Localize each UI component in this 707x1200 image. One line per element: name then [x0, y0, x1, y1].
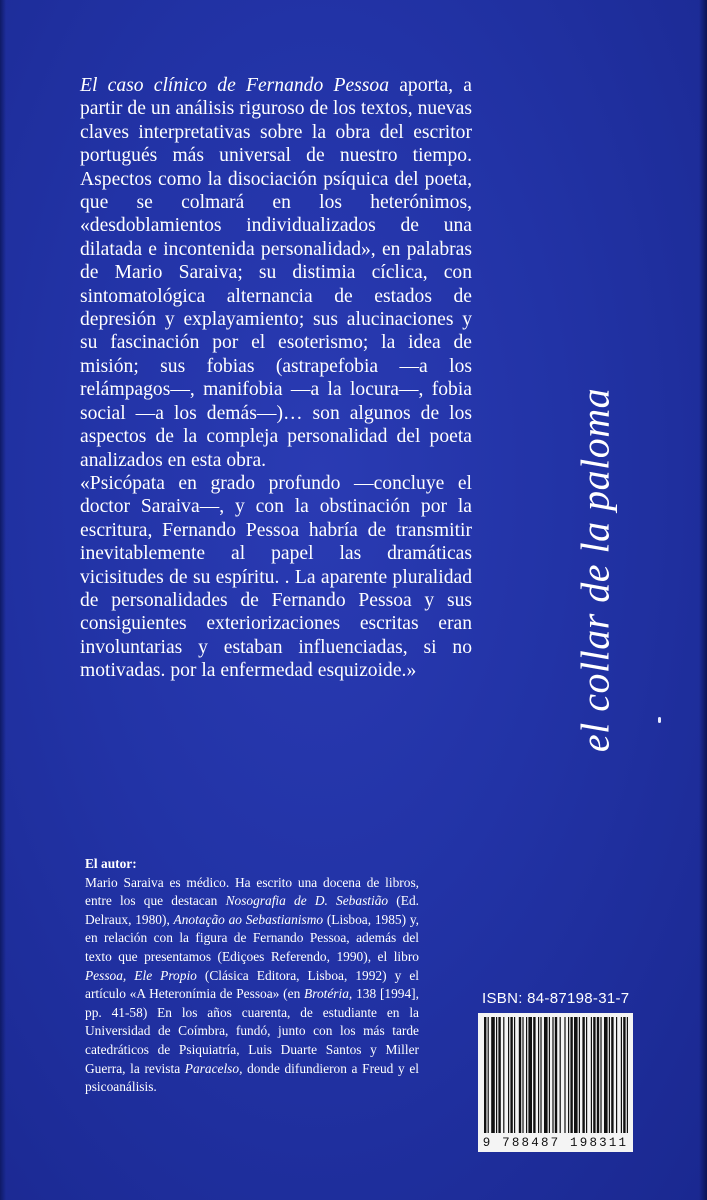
author-journal-title: Paracelso, — [184, 1060, 243, 1076]
barcode-bar — [623, 1017, 625, 1133]
collection-name: el collar de la paloma — [572, 387, 618, 753]
barcode-bar — [549, 1017, 550, 1133]
barcode-bar — [582, 1017, 584, 1133]
barcode-bar — [519, 1017, 521, 1133]
author-journal-title: Brotéria, — [304, 986, 353, 1002]
barcode-bar — [528, 1017, 532, 1133]
barcode-bar — [498, 1017, 500, 1133]
book-blurb — [80, 74, 472, 683]
author-book-title: Anotação ao Sebastianismo — [173, 911, 324, 927]
barcode — [478, 1013, 633, 1135]
author-text-segment: 138 [1994], pp. 41-58) En los años cuarenta, de estudiante en la Universidad de Coímbra, fundó, junto con los más tarde catedráticos de Psiquiatría, Luis Duarte Santos y Miller Guerra, la revista — [85, 986, 419, 1076]
barcode-bar — [604, 1017, 608, 1133]
barcode-bar — [510, 1017, 512, 1133]
barcode-bar — [564, 1017, 565, 1133]
barcode-bar — [616, 1017, 617, 1133]
barcode-bar — [627, 1017, 628, 1133]
barcode-bars — [478, 1013, 633, 1135]
blurb-book-title: El caso clínico de Fernando Pessoa — [80, 75, 390, 96]
barcode-bar — [488, 1017, 489, 1133]
cover-edge-right — [699, 0, 707, 1200]
barcode-bar — [533, 1017, 535, 1133]
author-bio-text — [85, 874, 419, 1097]
author-text-segment: (Clásica Editora, Lisboa, 1992) y el artículo «A Heteronímia de Pessoa» (en — [85, 967, 419, 1002]
barcode-bar — [586, 1017, 587, 1133]
author-text-segment: donde difundieron a Freud y el psicoanálisis. — [85, 1060, 420, 1095]
cover-edge-left — [0, 0, 6, 1200]
barcode-bar — [579, 1017, 580, 1133]
barcode-bar — [593, 1017, 595, 1133]
collection-name-vertical — [565, 230, 625, 910]
barcode-bar — [591, 1017, 592, 1133]
author-text-segment: (Lisboa, 1985) y, en relación con la figura de Fernando Pessoa, además del texto que presentamos (Ediçoes Referendo, 1990), el libro — [85, 911, 419, 964]
author-bio — [85, 855, 419, 1097]
cover-speck — [658, 717, 661, 723]
barcode-bar — [544, 1017, 548, 1133]
isbn-label: ISBN: 84-87198-31-7 — [482, 990, 630, 1007]
author-book-title: Nosografia de D. Sebastião — [225, 893, 389, 909]
author-text-segment: (Ed. Delraux, 1980), — [85, 893, 419, 927]
barcode-bar — [574, 1017, 578, 1133]
barcode-bar — [611, 1017, 613, 1133]
barcode-bar — [508, 1017, 509, 1133]
barcode-bar — [514, 1017, 515, 1133]
barcode-bar — [555, 1017, 557, 1133]
barcode-bar — [540, 1017, 541, 1133]
author-heading: El autor: — [85, 856, 137, 871]
blurb-paragraph-2: «Psicópata en grado profundo —concluye el doctor Saraiva—, y con la obstinación por la escritura, Fernando Pessoa habría de transmitir inevitablemente al papel las dramáticas vicisitudes de su espíritu. . La aparente pluralidad de personalidades de Fernando Pessoa y sus consiguientes exteriorizaciones escritas eran involuntarias y estaban influenciadas, si no motivadas. por la enfermedad esquizoide.» — [80, 472, 472, 682]
barcode-bar — [503, 1017, 504, 1133]
barcode-bar — [568, 1017, 569, 1133]
barcode-bar — [552, 1017, 553, 1133]
barcode-bar — [538, 1017, 539, 1133]
barcode-bar — [609, 1017, 610, 1133]
barcode-bar — [570, 1017, 572, 1133]
author-text-segment: Mario Saraiva es médico. Ha escrito una docena de libros, entre los que destacan — [85, 874, 419, 909]
barcode-bar — [621, 1017, 622, 1133]
barcode-digits: 9 788487 198311 — [478, 1134, 633, 1152]
barcode-bar — [560, 1017, 561, 1133]
barcode-bar — [522, 1017, 523, 1133]
barcode-bar — [484, 1017, 486, 1133]
author-book-title: Pessoa, Ele Propio — [85, 967, 197, 983]
barcode-bar — [600, 1017, 601, 1133]
barcode-bar — [597, 1017, 599, 1133]
barcode-bar — [491, 1017, 495, 1133]
barcode-bar — [496, 1017, 497, 1133]
blurb-paragraph-1-text: aporta, a partir de un análisis riguroso de los textos, nuevas claves interpretativas sobre la obra del escritor portugués más universal de nuestro tiempo. Aspectos como la disociación psíquica del poeta, que se colmará en los heterónimos, «desdoblamientos individualizados de una dilatada e incontenida personalidad», en palabras de Mario Saraiva; su distimia cíclica, con sintomatológica alternancia de estados de depresión y explayamiento; sus alucinaciones y su fascinación por el esoterismo; la idea de misión; sus fobias (astrapefobia —a los relámpagos—, manifobia —a la locura—, fobia social —a los demás—)… son algunos de los aspectos de la compleja personalidad del poeta analizados en esta obra. — [80, 75, 472, 471]
barcode-bar — [526, 1017, 527, 1133]
blurb-paragraph-1 — [80, 74, 472, 472]
